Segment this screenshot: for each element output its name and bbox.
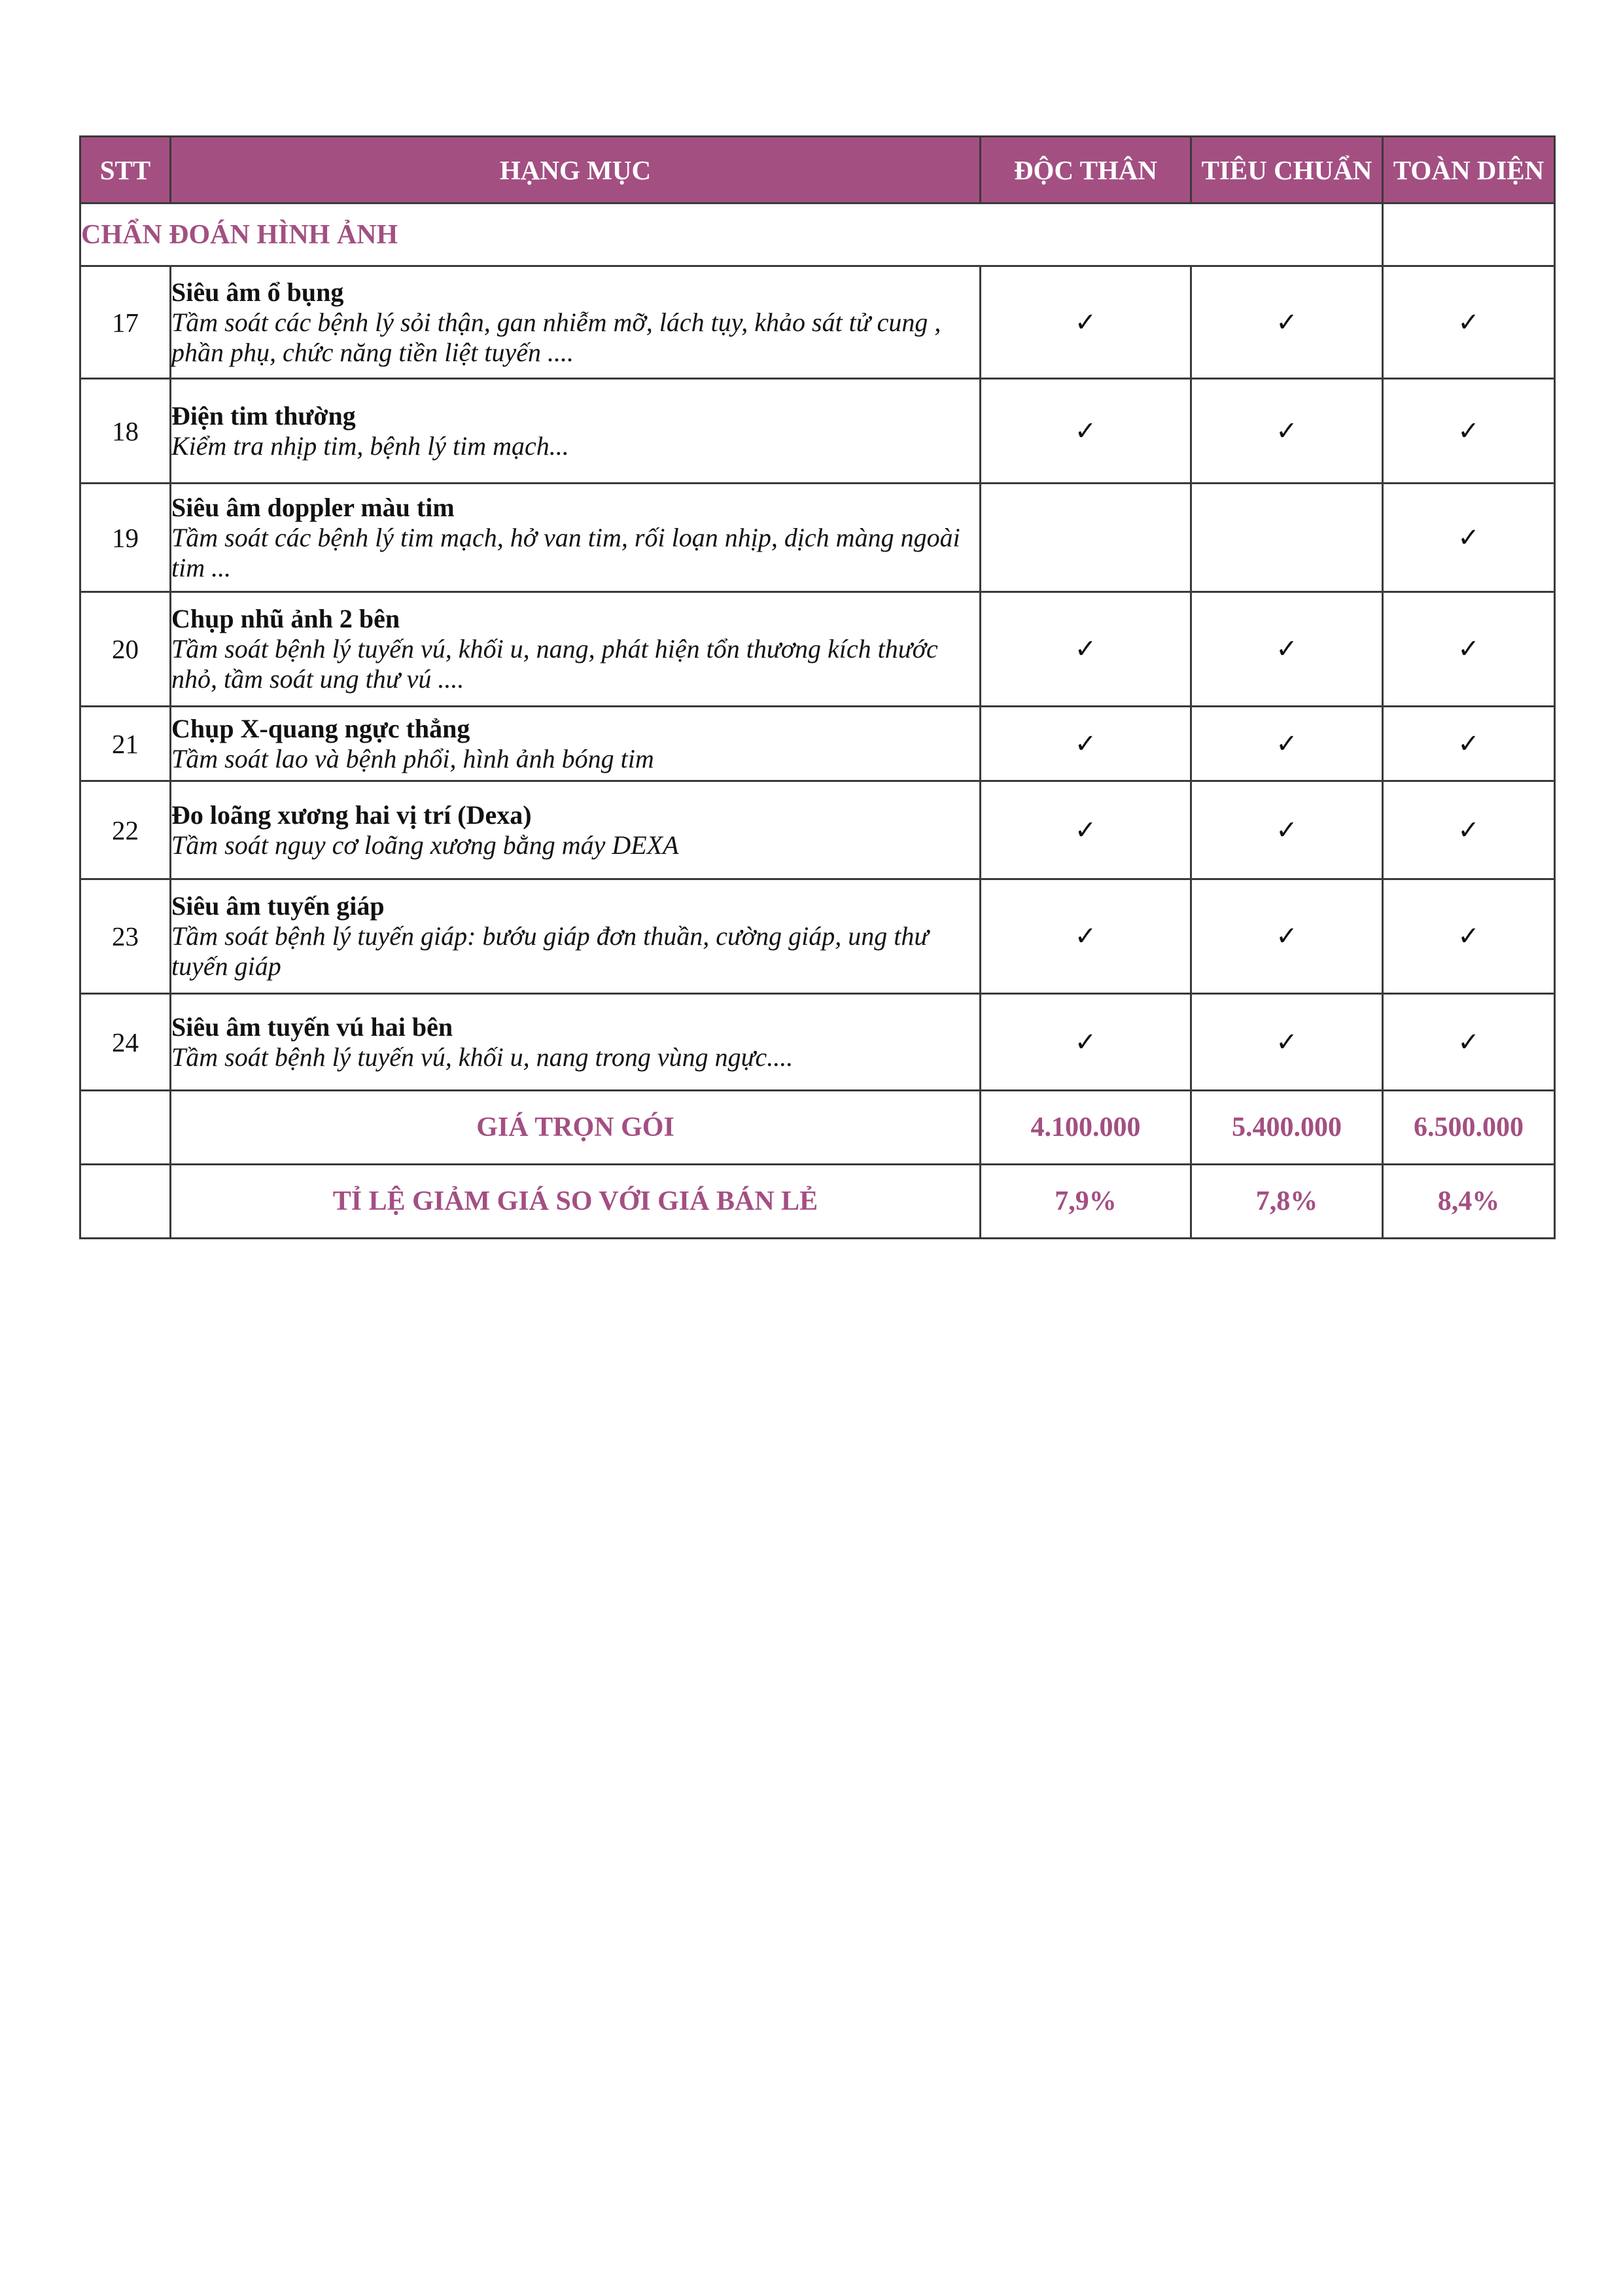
discount-package-single: 7,9% [981,1165,1191,1239]
row-number: 20 [80,592,171,707]
check-icon: ✓ [1191,379,1383,484]
item-cell [171,707,981,781]
header-package-standard: TIÊU CHUẨN [1191,137,1383,203]
discount-label: TỈ LỆ GIẢM GIÁ SO VỚI GIÁ BÁN LẺ [171,1165,981,1239]
item-description: Kiểm tra nhịp tim, bệnh lý tim mạch... [171,431,569,461]
header-package-full: TOÀN DIỆN [1383,137,1555,203]
price-row [80,1091,1555,1165]
check-icon: ✓ [1191,879,1383,994]
row-number: 23 [80,879,171,994]
discount-package-full: 8,4% [1383,1165,1555,1239]
item-title: Đo loãng xương hai vị trí (Dexa) [171,800,532,830]
row-number: 21 [80,707,171,781]
item-cell [171,879,981,994]
check-icon: ✓ [981,266,1191,379]
check-icon: ✓ [1383,994,1555,1091]
row-number: 24 [80,994,171,1091]
row-number: 22 [80,781,171,879]
section-row [80,203,1555,266]
header-stt: STT [80,137,171,203]
item-description: Tầm soát nguy cơ loãng xương bằng máy DEXA [171,830,679,860]
header-category: HẠNG MỤC [171,137,981,203]
price-label: GIÁ TRỌN GÓI [171,1091,981,1165]
discount-empty-cell [80,1165,171,1239]
check-icon: ✓ [981,879,1191,994]
table-row [80,781,1555,879]
row-number: 18 [80,379,171,484]
check-icon: ✓ [1191,592,1383,707]
check-icon: ✓ [1383,266,1555,379]
table-row [80,994,1555,1091]
check-icon: ✓ [1383,592,1555,707]
price-package-standard: 5.400.000 [1191,1091,1383,1165]
check-icon: ✓ [981,592,1191,707]
check-icon: ✓ [1191,781,1383,879]
row-number: 17 [80,266,171,379]
check-icon: ✓ [1383,781,1555,879]
item-title: Siêu âm ổ bụng [171,277,344,307]
check-icon: ✓ [1191,994,1383,1091]
table-row [80,879,1555,994]
item-description: Tầm soát bệnh lý tuyến giáp: bướu giáp đơn thuần, cường giáp, ung thư tuyến giáp [171,921,929,981]
item-cell [171,266,981,379]
header-package-single: ĐỘC THÂN [981,137,1191,203]
check-empty-cell [1191,484,1383,592]
section-empty-cell [1383,203,1555,266]
item-title: Siêu âm doppler màu tim [171,492,455,522]
row-number: 19 [80,484,171,592]
discount-package-standard: 7,8% [1191,1165,1383,1239]
header-row [80,137,1555,203]
table-row [80,484,1555,592]
table-row [80,266,1555,379]
check-icon: ✓ [1191,266,1383,379]
check-icon: ✓ [981,994,1191,1091]
check-icon: ✓ [1191,707,1383,781]
check-icon: ✓ [1383,707,1555,781]
check-empty-cell [981,484,1191,592]
item-title: Siêu âm tuyến giáp [171,891,385,921]
item-cell [171,781,981,879]
section-title: CHẨN ĐOÁN HÌNH ẢNH [80,203,1383,266]
item-title: Điện tim thường [171,400,356,431]
item-cell [171,484,981,592]
item-cell [171,592,981,707]
item-description: Tầm soát các bệnh lý sỏi thận, gan nhiễm mỡ, lách tụy, khảo sát tử cung , phần phụ, chức năng tiền liệt tuyến .... [171,307,941,367]
table-row [80,592,1555,707]
check-icon: ✓ [981,379,1191,484]
price-package-full: 6.500.000 [1383,1091,1555,1165]
item-description: Tầm soát bệnh lý tuyến vú, khối u, nang trong vùng ngực.... [171,1042,794,1072]
item-title: Siêu âm tuyến vú hai bên [171,1012,453,1042]
table-row [80,707,1555,781]
table-row [80,379,1555,484]
discount-row [80,1165,1555,1239]
check-icon: ✓ [981,781,1191,879]
item-description: Tầm soát bệnh lý tuyến vú, khối u, nang, phát hiện tổn thương kích thước nhỏ, tầm soát ung thư vú .... [171,634,938,694]
check-icon: ✓ [1383,379,1555,484]
package-table [79,135,1556,1239]
item-description: Tầm soát lao và bệnh phổi, hình ảnh bóng tim [171,743,654,773]
item-title: Chụp X-quang ngực thẳng [171,713,470,743]
item-cell [171,379,981,484]
item-description: Tầm soát các bệnh lý tim mạch, hở van tim, rối loạn nhịp, dịch màng ngoài tim ... [171,522,960,582]
check-icon: ✓ [1383,484,1555,592]
check-icon: ✓ [1383,879,1555,994]
check-icon: ✓ [981,707,1191,781]
price-package-single: 4.100.000 [981,1091,1191,1165]
price-empty-cell [80,1091,171,1165]
item-cell [171,994,981,1091]
item-title: Chụp nhũ ảnh 2 bên [171,604,400,633]
